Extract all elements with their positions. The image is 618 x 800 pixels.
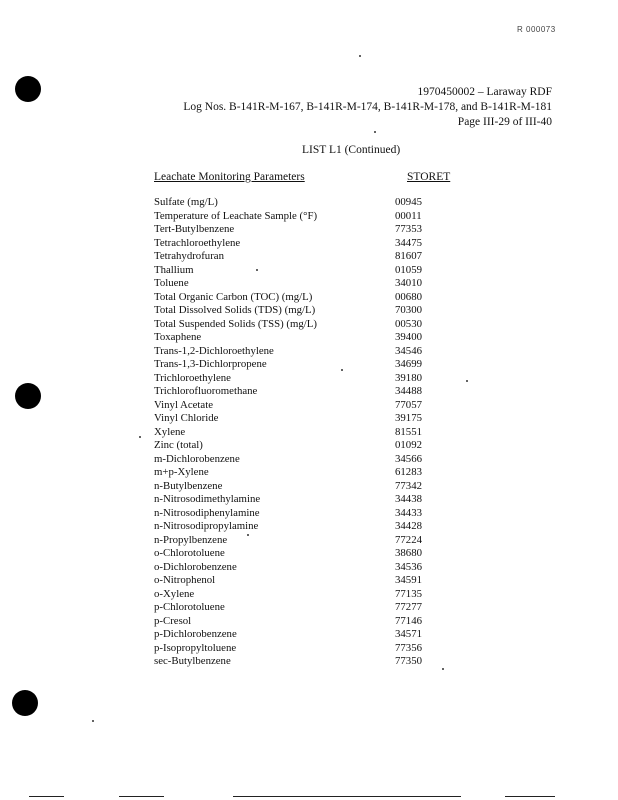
storet-code: 34428 (395, 520, 422, 532)
storet-code: 34433 (395, 506, 422, 519)
storet-code: 34699 (395, 358, 422, 370)
table-row (154, 372, 474, 386)
storet-code: 39400 (395, 331, 422, 343)
storet-code: 38680 (395, 547, 422, 559)
document-id: 1970450002 – Laraway RDF (417, 86, 552, 98)
storet-code: 34546 (395, 344, 422, 357)
table-row (154, 453, 474, 467)
storet-code: 77146 (395, 614, 422, 627)
storet-code: 01059 (395, 263, 422, 276)
storet-code: 77224 (395, 533, 422, 546)
list-title: LIST L1 (Continued) (302, 144, 401, 156)
bates-stamp: R 000073 (517, 25, 556, 34)
storet-code: 61283 (395, 466, 422, 478)
punch-hole-top (15, 76, 41, 102)
parameter-name: o-Nitrophenol (154, 574, 216, 586)
storet-code: 34566 (395, 452, 422, 465)
parameter-name: Tetrahydrofuran (154, 250, 224, 262)
scan-speck (139, 436, 141, 438)
footer-rule (29, 796, 64, 797)
storet-code: 39180 (395, 371, 422, 384)
parameter-name: Thallium (154, 263, 194, 276)
table-row (154, 277, 474, 291)
storet-code: 77277 (395, 601, 422, 613)
table-row (154, 480, 474, 494)
table-row (154, 304, 474, 318)
table-row (154, 345, 474, 359)
log-numbers: Log Nos. B-141R-M-167, B-141R-M-174, B-141R-M-178, and B-141R-M-181 (183, 101, 552, 113)
parameter-name: Sulfate (mg/L) (154, 196, 218, 208)
parameter-name: m+p-Xylene (154, 466, 209, 478)
table-row (154, 412, 474, 426)
storet-code: 34488 (395, 385, 422, 397)
parameter-name: m-Dichlorobenzene (154, 452, 240, 465)
table-row (154, 655, 474, 669)
table-row (154, 601, 474, 615)
parameter-name: Total Dissolved Solids (TDS) (mg/L) (154, 304, 316, 316)
table-row (154, 561, 474, 575)
parameter-name: o-Dichlorobenzene (154, 560, 237, 573)
parameter-name: p-Cresol (154, 614, 192, 627)
storet-code: 34591 (395, 574, 422, 586)
table-row (154, 358, 474, 372)
parameter-name: Zinc (total) (154, 439, 203, 451)
storet-code: 34438 (395, 493, 422, 505)
parameter-name: n-Nitrosodipropylamine (154, 520, 259, 532)
parameter-column-header: Leachate Monitoring Parameters (154, 171, 305, 183)
parameter-name: Total Organic Carbon (TOC) (mg/L) (154, 290, 313, 303)
parameter-name: o-Chlorotoluene (154, 547, 225, 559)
table-row (154, 385, 474, 399)
storet-code: 77350 (395, 655, 422, 667)
table-row (154, 223, 474, 237)
storet-code: 34571 (395, 628, 422, 640)
footer-rule (233, 796, 461, 797)
parameter-name: Tert-Butylbenzene (154, 223, 235, 235)
table-row (154, 615, 474, 629)
table-row (154, 547, 474, 561)
table-row (154, 331, 474, 345)
table-row (154, 250, 474, 264)
parameter-name: n-Nitrosodiphenylamine (154, 506, 260, 519)
table-row (154, 318, 474, 332)
parameter-name: n-Butylbenzene (154, 479, 223, 492)
parameter-name: Toxaphene (154, 331, 202, 343)
storet-code: 34010 (395, 277, 422, 289)
table-row (154, 507, 474, 521)
table-row (154, 426, 474, 440)
table-row (154, 574, 474, 588)
parameter-name: sec-Butylbenzene (154, 655, 231, 667)
parameter-name: n-Propylbenzene (154, 533, 228, 546)
storet-code: 00530 (395, 317, 422, 330)
scan-speck (359, 55, 361, 57)
storet-code: 77135 (395, 587, 422, 600)
storet-code: 00945 (395, 196, 422, 208)
storet-code: 77057 (395, 398, 422, 411)
parameter-name: Tetrachloroethylene (154, 236, 241, 249)
storet-code: 39175 (395, 412, 422, 424)
storet-code: 01092 (395, 439, 422, 451)
parameter-name: Toluene (154, 277, 189, 289)
parameter-name: p-Dichlorobenzene (154, 628, 237, 640)
storet-code: 00011 (395, 209, 422, 222)
footer-rule (505, 796, 555, 797)
parameter-name: Xylene (154, 425, 186, 438)
table-row (154, 291, 474, 305)
storet-code: 34536 (395, 560, 422, 573)
page-number: Page III-29 of III-40 (457, 116, 552, 128)
parameter-name: Trichloroethylene (154, 371, 231, 384)
punch-hole-middle (15, 383, 41, 409)
table-row (154, 493, 474, 507)
table-row (154, 237, 474, 251)
parameter-name: Temperature of Leachate Sample (°F) (154, 209, 318, 222)
storet-code: 34475 (395, 236, 422, 249)
parameter-list (154, 196, 474, 669)
scan-speck (92, 720, 94, 722)
table-row (154, 264, 474, 278)
parameter-name: o-Xylene (154, 587, 195, 600)
table-row (154, 196, 474, 210)
table-row (154, 534, 474, 548)
storet-code: 77353 (395, 223, 422, 235)
table-row (154, 628, 474, 642)
storet-code: 77342 (395, 479, 422, 492)
parameter-name: Vinyl Acetate (154, 398, 214, 411)
table-row (154, 210, 474, 224)
scan-speck (374, 131, 376, 133)
parameter-name: p-Chlorotoluene (154, 601, 225, 613)
parameter-name: Trans-1,3-Dichlorpropene (154, 358, 267, 370)
table-row (154, 642, 474, 656)
table-row (154, 399, 474, 413)
storet-code: 81551 (395, 425, 422, 438)
storet-code: 00680 (395, 290, 422, 303)
storet-code: 77356 (395, 641, 422, 654)
punch-hole-bottom (12, 690, 38, 716)
parameter-name: Trans-1,2-Dichloroethylene (154, 344, 274, 357)
parameter-name: p-Isopropyltoluene (154, 641, 237, 654)
footer-rule (119, 796, 164, 797)
storet-column-header: STORET (407, 171, 451, 183)
table-row (154, 439, 474, 453)
parameter-name: n-Nitrosodimethylamine (154, 493, 261, 505)
table-row (154, 520, 474, 534)
parameter-name: Trichlorofluoromethane (154, 385, 258, 397)
parameter-name: Vinyl Chloride (154, 412, 219, 424)
table-row (154, 588, 474, 602)
storet-code: 81607 (395, 250, 422, 262)
storet-code: 70300 (395, 304, 422, 316)
parameter-name: Total Suspended Solids (TSS) (mg/L) (154, 317, 317, 330)
table-row (154, 466, 474, 480)
